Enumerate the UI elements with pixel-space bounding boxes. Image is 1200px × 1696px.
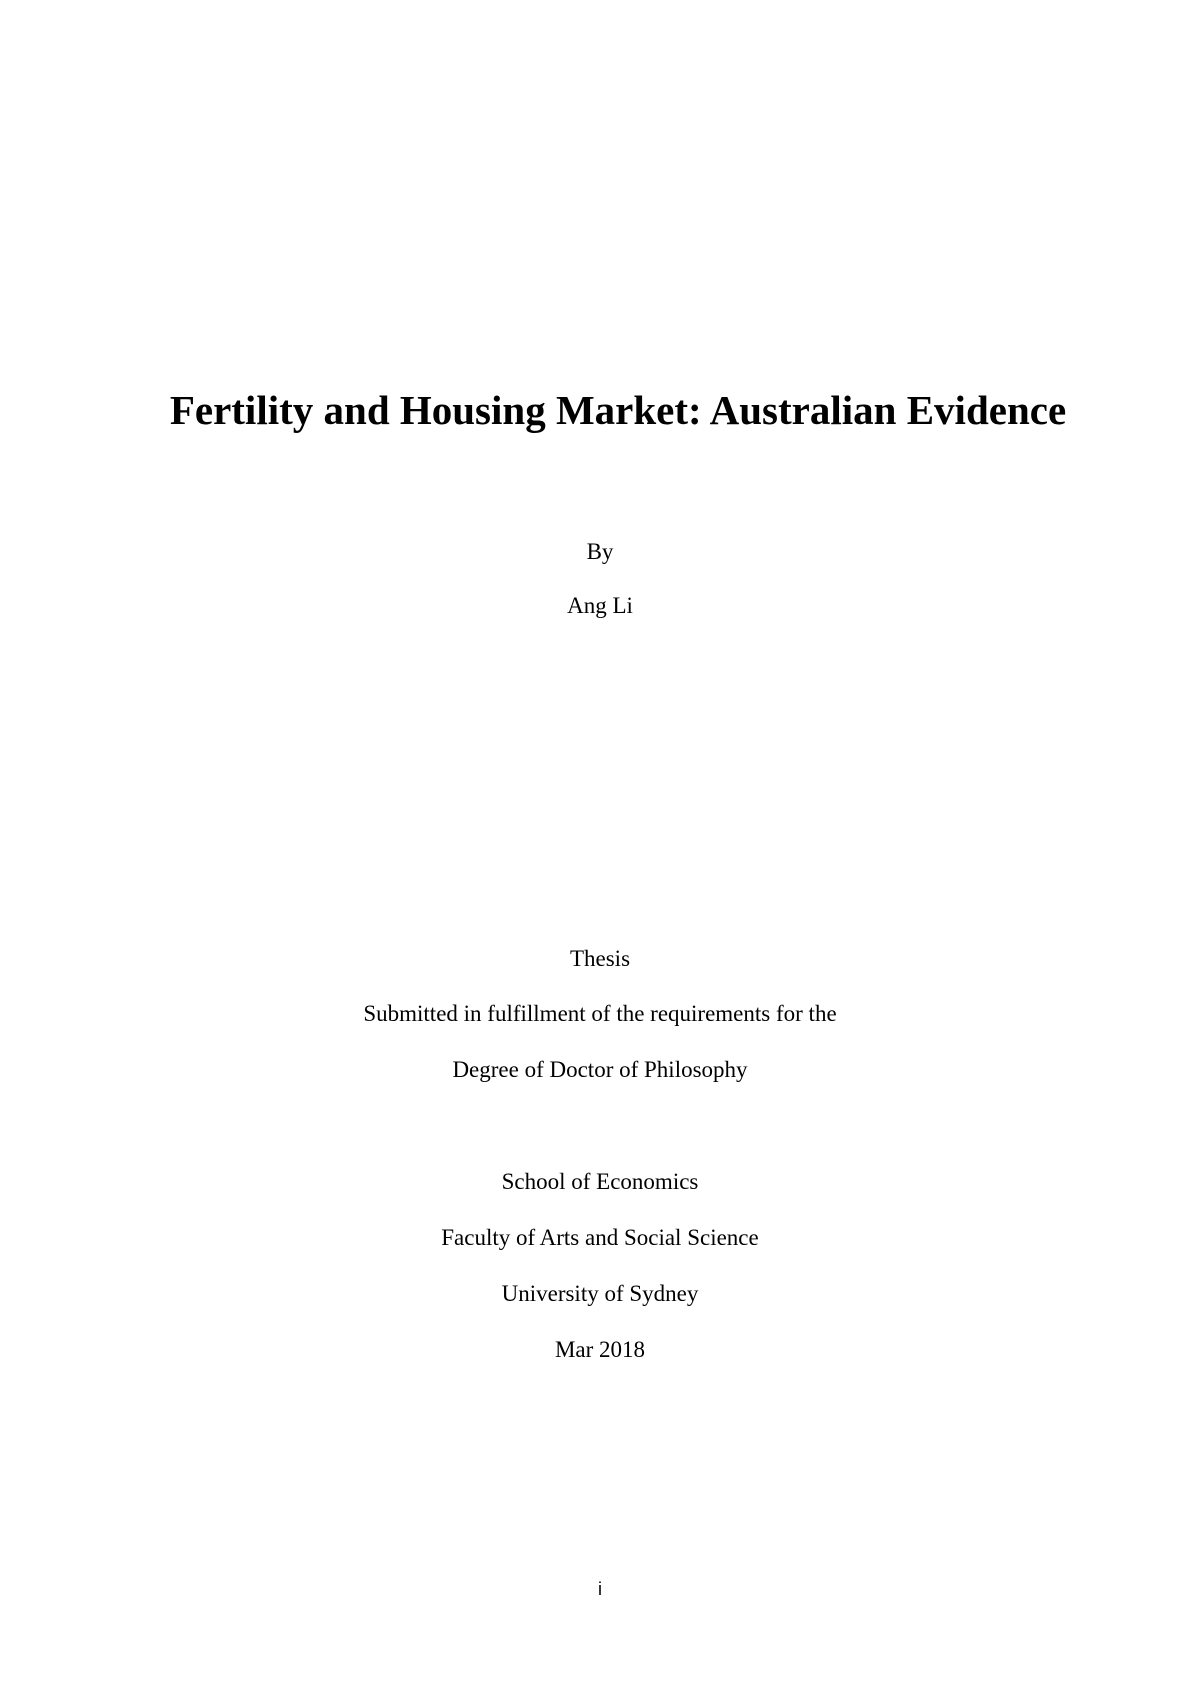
degree-name: Degree of Doctor of Philosophy <box>452 1057 748 1082</box>
document-type: Thesis <box>569 946 631 971</box>
school-name: School of Economics <box>501 1169 699 1194</box>
university-name: University of Sydney <box>501 1281 699 1306</box>
submission-statement: Submitted in fulfillment of the requirements for the <box>363 1001 837 1026</box>
page-number: i <box>598 1579 602 1599</box>
thesis-title: Fertility and Housing Market: Australian Evidence <box>169 387 1067 433</box>
submission-date: Mar 2018 <box>554 1337 646 1362</box>
faculty-name: Faculty of Arts and Social Science <box>441 1225 759 1250</box>
by-label: By <box>586 539 614 564</box>
author-name: Ang Li <box>567 593 633 618</box>
